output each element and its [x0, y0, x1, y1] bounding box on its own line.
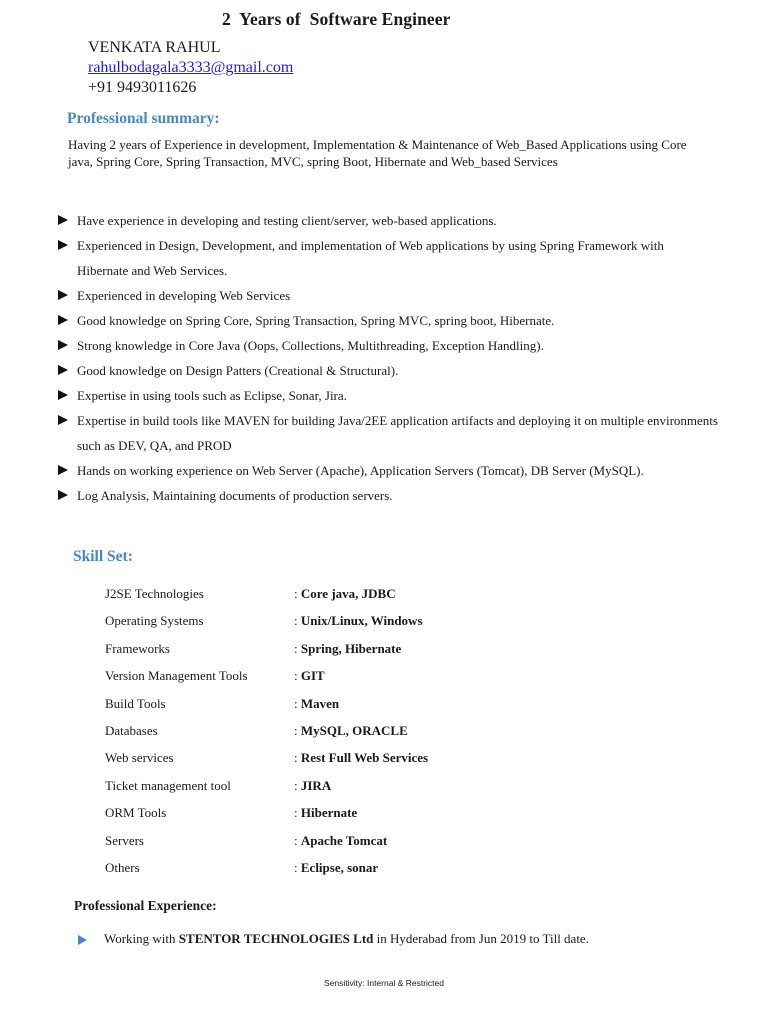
- arrow-bullet-icon: [58, 290, 68, 300]
- sensitivity-footer: Sensitivity: Internal & Restricted: [324, 978, 444, 988]
- skill-value: [294, 586, 396, 602]
- bullet-text: Hands on working experience on Web Server (Apache), Application Servers (Tomcat), DB Server (MySQL).: [77, 463, 644, 478]
- skill-label: Frameworks: [105, 640, 170, 656]
- bullet-item: [58, 383, 718, 408]
- experience-text: [104, 931, 589, 947]
- skill-value-text: JIRA: [300, 777, 332, 793]
- skill-value: [294, 833, 387, 849]
- skill-label: ORM Tools: [105, 805, 167, 821]
- summary-text: Having 2 years of Experience in development, Implementation & Maintenance of Web_Based Applications using Core java, Spring Core, Spring Transaction, MVC, spring Boot, Hibernate and Web_based Services: [68, 137, 687, 169]
- bullet-text: Expertise in using tools such as Eclipse, Sonar, Jira.: [77, 388, 347, 403]
- skill-value-text: Maven: [300, 695, 340, 711]
- bullet-text: Log Analysis, Maintaining documents of production servers.: [77, 488, 393, 503]
- skill-label: J2SE Technologies: [105, 586, 204, 601]
- bullet-item: [58, 208, 718, 233]
- arrow-bullet-icon: [78, 935, 87, 945]
- bullet-item: [58, 308, 718, 333]
- bullet-item: [58, 283, 718, 308]
- bullet-item: [58, 458, 718, 483]
- skill-value: [294, 805, 357, 821]
- bullet-text: Have experience in developing and testing client/server, web-based applications.: [77, 213, 497, 228]
- skill-separator: :: [294, 859, 301, 875]
- skill-label: Build Tools: [105, 695, 166, 711]
- phone-number: +91 9493011626: [88, 79, 197, 96]
- bullet-text: Expertise in build tools like MAVEN for building Java/2EE application artifacts and deploying it on multiple environments such as DEV, QA, and PROD: [77, 413, 718, 453]
- skill-label: Databases: [105, 722, 158, 738]
- bullet-text: Experienced in Design, Development, and implementation of Web applications by using Spring Framework with Hibernate and Web Services.: [77, 238, 664, 278]
- skill-separator: :: [294, 750, 301, 766]
- skill-value: [294, 750, 428, 766]
- bullet-item: [58, 333, 718, 358]
- bullet-text: Good knowledge on Spring Core, Spring Transaction, Spring MVC, spring boot, Hibernate.: [77, 313, 555, 328]
- bullet-item: [58, 483, 718, 508]
- arrow-bullet-icon: [58, 215, 68, 225]
- arrow-bullet-icon: [58, 415, 68, 425]
- skill-separator: :: [294, 832, 301, 848]
- skill-value-text: GIT: [300, 668, 325, 684]
- bullet-item: [58, 233, 718, 283]
- skill-separator: :: [294, 722, 301, 738]
- arrow-bullet-icon: [58, 390, 68, 400]
- skill-label: Servers: [105, 832, 144, 848]
- experience-suffix: in Hyderabad from Jun 2019 to Till date.: [373, 931, 589, 946]
- skill-separator: :: [294, 586, 301, 601]
- arrow-bullet-icon: [58, 340, 68, 350]
- skill-value-text: Unix/Linux, Windows: [300, 613, 423, 629]
- arrow-bullet-icon: [58, 365, 68, 375]
- skill-separator: :: [294, 613, 301, 629]
- experience-heading: Professional Experience:: [74, 898, 217, 913]
- skill-separator: :: [294, 695, 301, 711]
- skill-value: [294, 641, 401, 657]
- skill-separator: :: [294, 805, 301, 821]
- skill-separator: :: [294, 777, 301, 793]
- skill-label: Others: [105, 859, 140, 875]
- arrow-bullet-icon: [58, 315, 68, 325]
- skill-value-text: Hibernate: [300, 805, 358, 821]
- bullet-item: [58, 408, 718, 458]
- skill-separator: :: [294, 640, 301, 656]
- summary-heading: Professional summary:: [67, 110, 220, 127]
- skill-value-text: MySQL, ORACLE: [300, 722, 408, 738]
- bullet-text: Good knowledge on Design Patters (Creational & Structural).: [77, 363, 399, 378]
- skill-value: [294, 613, 423, 629]
- bullet-text: Experienced in developing Web Services: [77, 288, 291, 303]
- candidate-name: VENKATA RAHUL: [88, 39, 221, 56]
- skill-value-text: Apache Tomcat: [300, 832, 388, 848]
- skill-label: Web services: [105, 750, 174, 766]
- skill-separator: :: [294, 668, 301, 684]
- skill-value-text: Rest Full Web Services: [300, 750, 429, 766]
- skill-label: Operating Systems: [105, 613, 204, 629]
- skill-value-text: Core java, JDBC: [300, 586, 396, 601]
- arrow-bullet-icon: [58, 240, 68, 250]
- skill-value: [294, 778, 331, 794]
- bullet-item: [58, 358, 718, 383]
- skills-heading: Skill Set:: [73, 548, 133, 565]
- resume-title: 2 Years of Software Engineer: [222, 9, 451, 29]
- skill-value: [294, 668, 325, 684]
- skill-value: [294, 723, 408, 739]
- skill-label: Version Management Tools: [105, 668, 248, 684]
- bullet-text: Strong knowledge in Core Java (Oops, Collections, Multithreading, Exception Handling).: [77, 338, 544, 353]
- skill-value: [294, 696, 339, 712]
- email-link[interactable]: rahulbodagala3333@gmail.com: [88, 59, 294, 76]
- skill-value: [294, 860, 378, 876]
- company-name: STENTOR TECHNOLOGIES Ltd: [178, 931, 374, 946]
- skill-value-text: Eclipse, sonar: [300, 859, 379, 875]
- experience-prefix: Working with: [104, 931, 179, 946]
- skill-label: Ticket management tool: [105, 777, 231, 793]
- arrow-bullet-icon: [58, 490, 68, 500]
- experience-bullets: [58, 208, 718, 508]
- skill-value-text: Spring, Hibernate: [300, 640, 402, 656]
- arrow-bullet-icon: [58, 465, 68, 475]
